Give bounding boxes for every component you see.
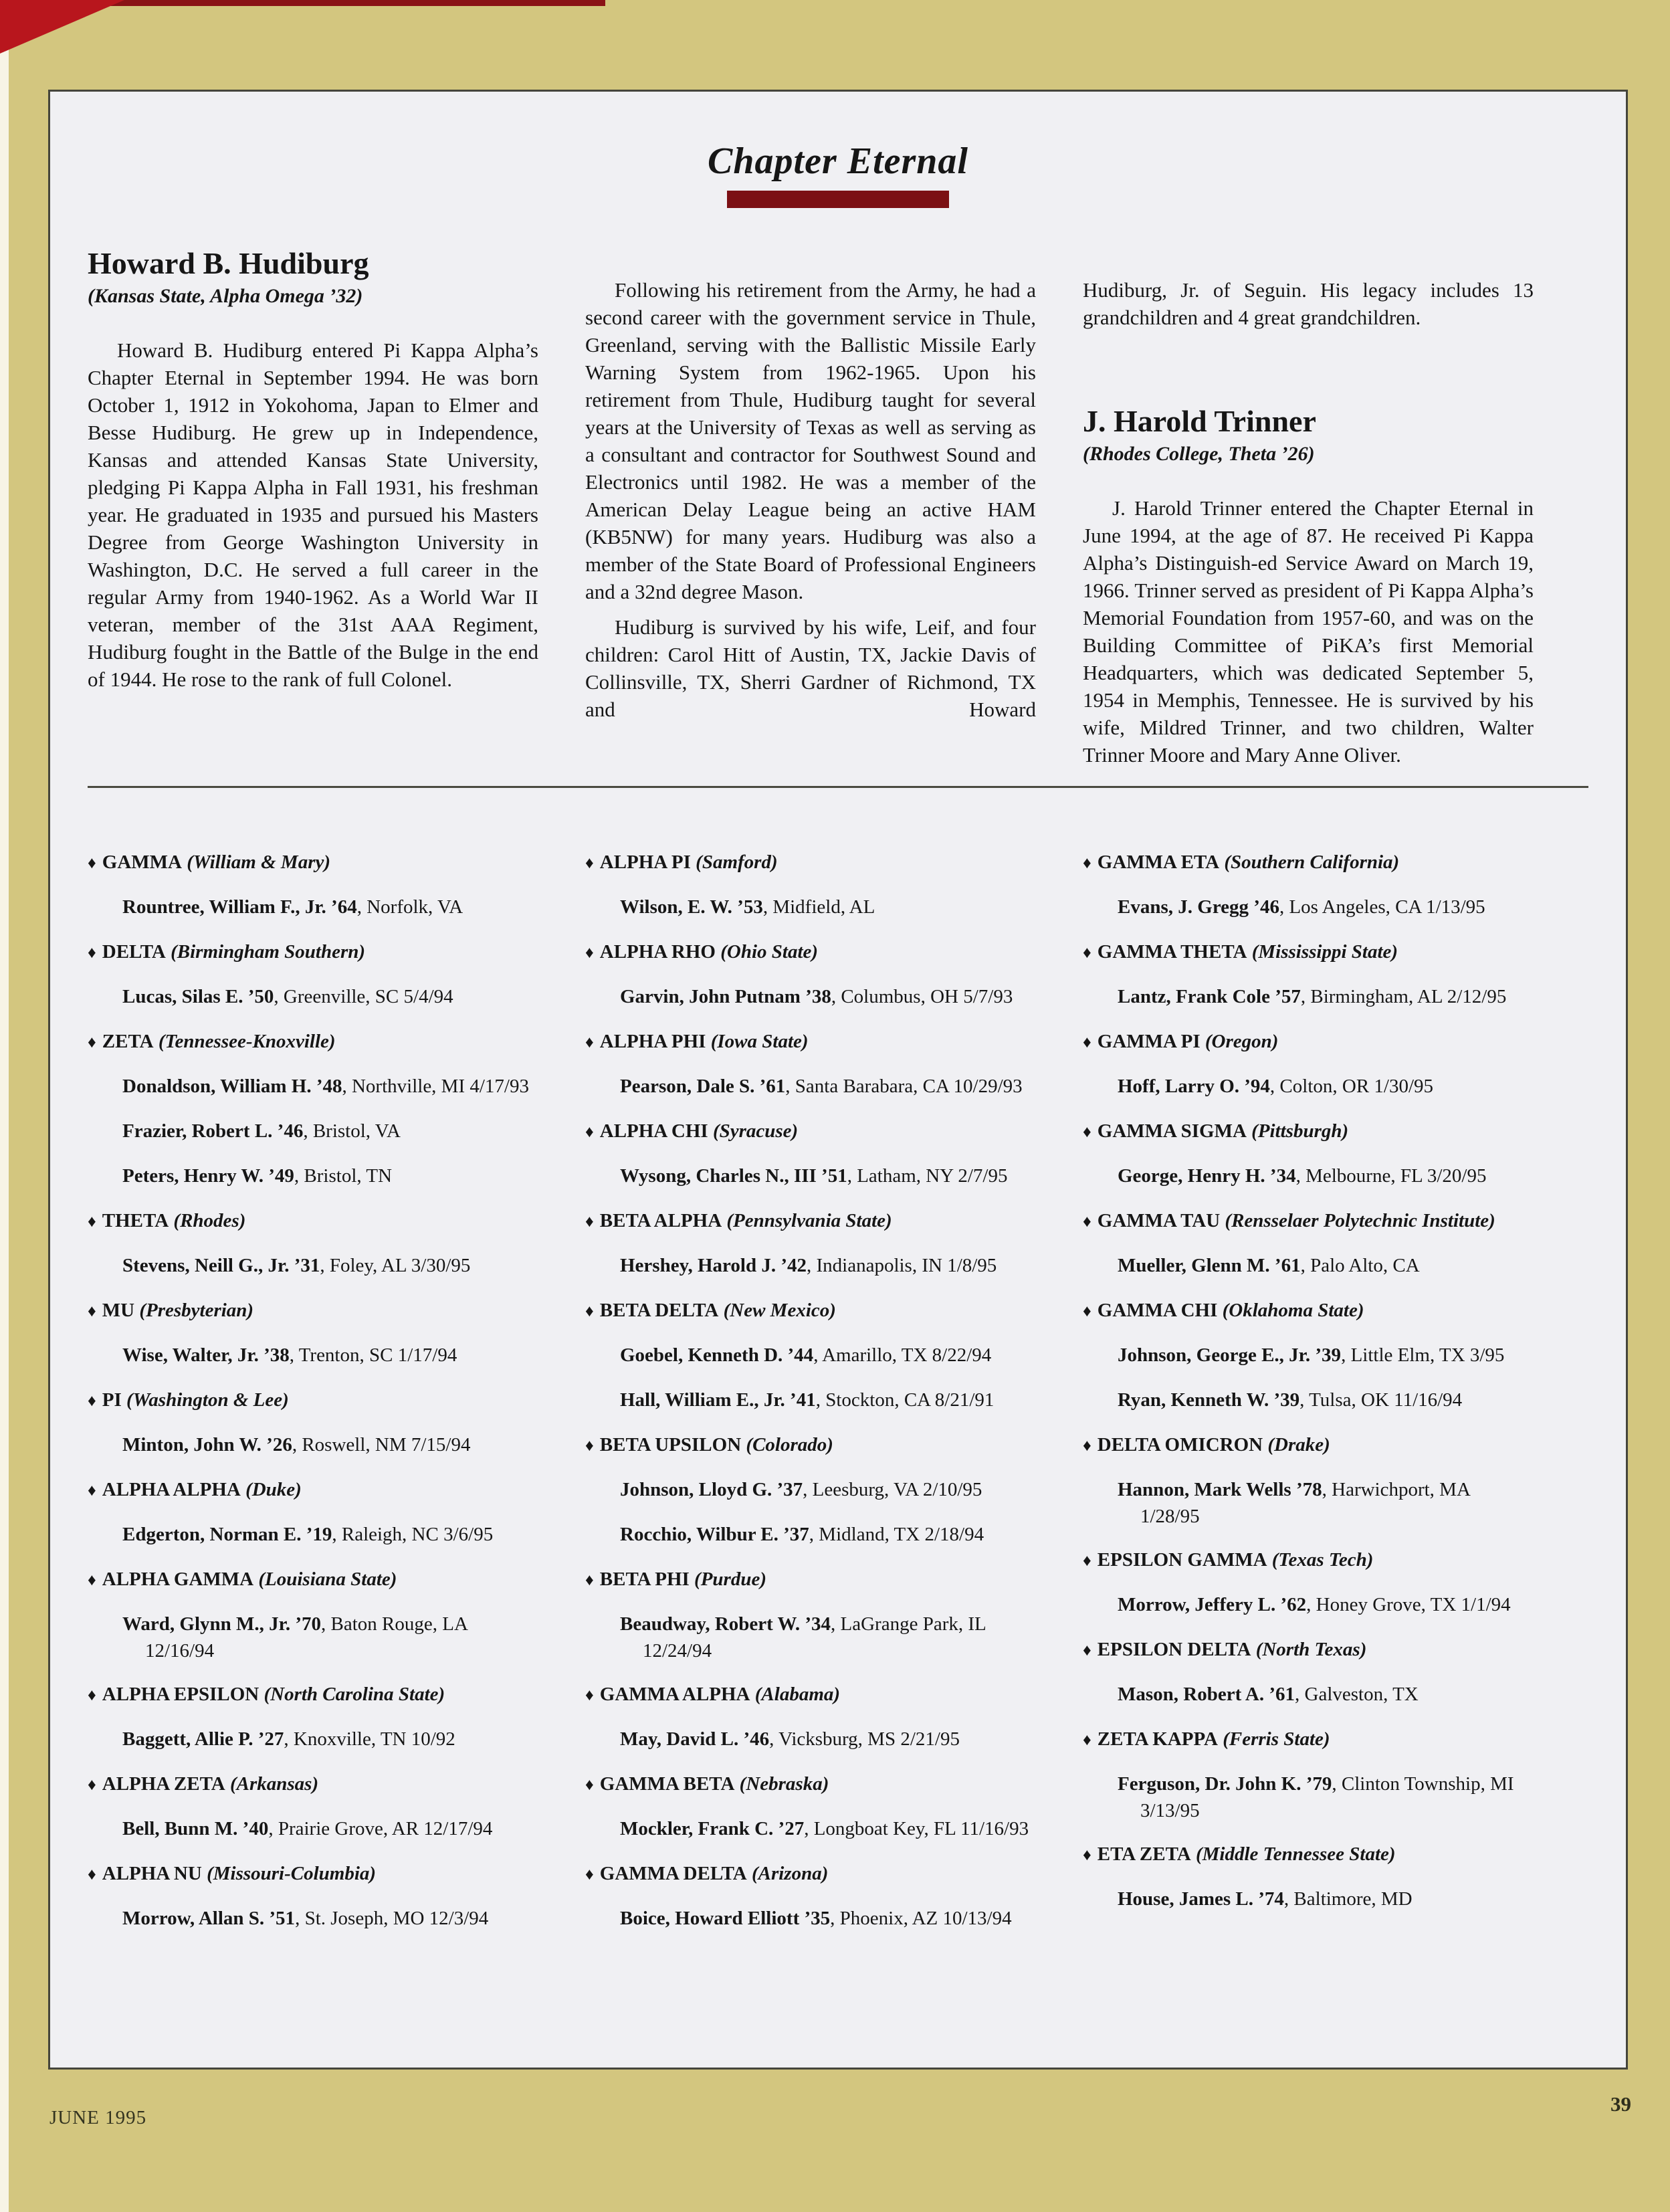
row-primary-text: EPSILON GAMMA: [1097, 1549, 1267, 1571]
row-secondary-text: , Latham, NY 2/7/95: [847, 1165, 1008, 1187]
row-secondary-text: , Stockton, CA 8/21/91: [815, 1389, 995, 1411]
row-primary-text: ALPHA ZETA: [102, 1773, 225, 1795]
obituary-column-3: [1083, 245, 1534, 769]
row-primary-text: Lantz, Frank Cole ’57: [1118, 986, 1301, 1007]
row-secondary-text: , Knoxville, TN 10/92: [284, 1728, 455, 1750]
memorial-row: [88, 1298, 538, 1324]
row-school-text: (Texas Tech): [1267, 1549, 1374, 1571]
row-primary-text: BETA ALPHA: [599, 1210, 722, 1231]
memorial-row: [88, 1342, 538, 1369]
memorial-row: [585, 1906, 1036, 1932]
diamond-bullet-icon: ♦: [1083, 1302, 1091, 1320]
row-school-text: (William & Mary): [181, 851, 331, 873]
row-school-text: (Duke): [240, 1479, 302, 1500]
diamond-bullet-icon: ♦: [585, 1686, 594, 1704]
diamond-bullet-icon: ♦: [1083, 944, 1091, 962]
row-secondary-text: , Birmingham, AL 2/12/95: [1300, 986, 1507, 1007]
row-primary-text: Morrow, Jeffery L. ’62: [1118, 1594, 1307, 1615]
row-primary-text: Mueller, Glenn M. ’61: [1118, 1255, 1301, 1276]
memorial-row: [585, 849, 1036, 876]
memorial-row: [1083, 1029, 1534, 1055]
memorial-row: [1083, 1726, 1534, 1753]
row-primary-text: ALPHA GAMMA: [102, 1569, 254, 1590]
memorial-row: [585, 1726, 1036, 1753]
row-primary-text: GAMMA CHI: [1097, 1300, 1218, 1321]
row-school-text: (Nebraska): [734, 1773, 829, 1795]
row-primary-text: ALPHA EPSILON: [102, 1684, 259, 1705]
row-primary-text: George, Henry H. ’34: [1118, 1165, 1296, 1187]
memorial-row: [1083, 1387, 1534, 1414]
row-primary-text: ALPHA CHI: [599, 1120, 708, 1142]
row-primary-text: Lucas, Silas E. ’50: [122, 986, 274, 1007]
diamond-bullet-icon: ♦: [88, 1213, 96, 1231]
diamond-bullet-icon: ♦: [585, 854, 594, 872]
row-primary-text: Ferguson, Dr. John K. ’79: [1118, 1773, 1332, 1795]
memorial-column-1: [88, 849, 538, 1950]
row-secondary-text: , Vicksburg, MS 2/21/95: [769, 1728, 960, 1750]
row-primary-text: Evans, J. Gregg ’46: [1118, 896, 1279, 918]
memorial-row: [585, 894, 1036, 921]
row-primary-text: Garvin, John Putnam ’38: [620, 986, 831, 1007]
memorial-row: [1083, 1547, 1534, 1574]
diamond-bullet-icon: ♦: [585, 944, 594, 962]
row-school-text: (Tennessee-Knoxville): [153, 1031, 336, 1052]
memorial-row: [88, 1816, 538, 1843]
row-primary-text: Pearson, Dale S. ’61: [620, 1076, 786, 1097]
diamond-bullet-icon: ♦: [585, 1033, 594, 1051]
row-school-text: (Oklahoma State): [1217, 1300, 1364, 1321]
row-primary-text: Mockler, Frank C. ’27: [620, 1818, 805, 1839]
memorial-row: [1083, 1298, 1534, 1324]
obituary-column-1: [88, 245, 538, 769]
row-primary-text: Frazier, Robert L. ’46: [122, 1120, 304, 1142]
memorial-row: [1083, 1118, 1534, 1145]
row-primary-text: ETA ZETA: [1097, 1843, 1191, 1865]
row-secondary-text: , Bristol, TN: [294, 1165, 393, 1187]
row-primary-text: ALPHA PI: [599, 851, 691, 873]
memorial-row: [88, 1163, 538, 1190]
memorial-row: [88, 1074, 538, 1100]
row-primary-text: Ward, Glynn M., Jr. ’70: [122, 1613, 322, 1635]
row-secondary-text: , Amarillo, TX 8/22/94: [813, 1344, 992, 1366]
obituary-paragraph: Howard B. Hudiburg entered Pi Kappa Alpha’s Chapter Eternal in September 1994. He was born October 1, 1912 in Yokohoma, Japan to Elmer and Besse Hudiburg. He grew up in Independence, Kansas and attended Kansas State University, pledging Pi Kappa Alpha in Fall 1931, his freshman year. He graduated in 1935 and pursued his Masters Degree from George Washington University in Washington, D.C. He served a full career in the regular Army from 1940-1962. As a World War II veteran, member of the 31st AAA Regiment, Hudiburg fought in the Battle of the Bulge in the end of 1944. He rose to the rank of full Colonel.: [88, 338, 538, 691]
memorial-row: [585, 1208, 1036, 1235]
row-primary-text: GAMMA ETA: [1097, 851, 1220, 873]
row-primary-text: MU: [102, 1300, 135, 1321]
row-primary-text: Bell, Bunn M. ’40: [122, 1818, 269, 1839]
row-primary-text: EPSILON DELTA: [1097, 1639, 1251, 1660]
memorial-row: [585, 1387, 1036, 1414]
row-school-text: (Ferris State): [1217, 1728, 1330, 1750]
memorial-row: [585, 1253, 1036, 1280]
row-secondary-text: , Baltimore, MD: [1283, 1888, 1413, 1910]
memorial-row: [585, 1771, 1036, 1798]
row-school-text: (Colorado): [741, 1434, 833, 1455]
row-primary-text: GAMMA BETA: [599, 1773, 735, 1795]
row-primary-text: Wysong, Charles N., III ’51: [620, 1165, 847, 1187]
row-secondary-text: , Tulsa, OK 11/16/94: [1299, 1389, 1463, 1411]
content-box: [48, 90, 1628, 2070]
row-secondary-text: , Little Elm, TX 3/95: [1341, 1344, 1505, 1366]
diamond-bullet-icon: ♦: [88, 854, 96, 872]
memorial-row: [1083, 1841, 1534, 1868]
row-secondary-text: , Indianapolis, IN 1/8/95: [806, 1255, 997, 1276]
red-corner-decoration: [0, 0, 124, 54]
row-school-text: (New Mexico): [718, 1300, 836, 1321]
section-divider: [88, 786, 1588, 788]
memorial-row: [585, 1861, 1036, 1888]
row-school-text: (Arkansas): [225, 1773, 319, 1795]
row-school-text: (Arizona): [746, 1863, 829, 1884]
obituary-affiliation-hudiburg: (Kansas State, Alpha Omega ’32): [88, 285, 363, 307]
row-school-text: (Birmingham Southern): [165, 941, 366, 963]
diamond-bullet-icon: ♦: [88, 1686, 96, 1704]
memorial-row: [88, 1771, 538, 1798]
row-school-text: (Presbyterian): [134, 1300, 254, 1321]
row-primary-text: Wise, Walter, Jr. ’38: [122, 1344, 290, 1366]
memorial-row: [88, 1477, 538, 1504]
row-primary-text: ALPHA RHO: [599, 941, 716, 963]
memorial-row: [1083, 984, 1534, 1011]
memorial-row: [1083, 1253, 1534, 1280]
row-secondary-text: , Baton Rouge, LA 12/16/94: [145, 1613, 467, 1662]
diamond-bullet-icon: ♦: [585, 1571, 594, 1589]
memorial-row: [585, 1816, 1036, 1843]
footer-page-number: 39: [1610, 2092, 1631, 2116]
diamond-bullet-icon: ♦: [585, 1213, 594, 1231]
page-edge-strip: [0, 0, 9, 2212]
diamond-bullet-icon: ♦: [1083, 1213, 1091, 1231]
diamond-bullet-icon: ♦: [1083, 1033, 1091, 1051]
obituary-paragraph-continuation: Hudiburg, Jr. of Seguin. His legacy includes 13 grandchildren and 4 great grandchildren.: [1083, 278, 1534, 329]
memorial-row: [1083, 1592, 1534, 1619]
row-secondary-text: , Northville, MI 4/17/93: [342, 1076, 529, 1097]
title-rule: [727, 191, 949, 208]
obituary-name-hudiburg: Howard B. Hudiburg: [88, 246, 369, 280]
memorial-row: [585, 1298, 1036, 1324]
memorial-row: [88, 1253, 538, 1280]
row-primary-text: ZETA KAPPA: [1097, 1728, 1218, 1750]
memorial-row: [585, 1611, 1036, 1664]
obituary-name-trinner: J. Harold Trinner: [1083, 404, 1316, 438]
row-school-text: (Washington & Lee): [121, 1389, 289, 1411]
row-school-text: (Mississippi State): [1247, 941, 1398, 963]
row-secondary-text: , Bristol, VA: [303, 1120, 401, 1142]
memorial-row: [1083, 1163, 1534, 1190]
row-primary-text: BETA DELTA: [599, 1300, 719, 1321]
row-school-text: (Alabama): [750, 1684, 841, 1705]
memorial-row: [1083, 1432, 1534, 1459]
memorial-row: [585, 1567, 1036, 1593]
row-secondary-text: , Phoenix, AZ 10/13/94: [830, 1908, 1012, 1929]
row-primary-text: GAMMA THETA: [1097, 941, 1247, 963]
row-primary-text: House, James L. ’74: [1118, 1888, 1284, 1910]
row-primary-text: Edgerton, Norman E. ’19: [122, 1524, 332, 1545]
row-school-text: (Iowa State): [706, 1031, 809, 1052]
obituary-affiliation-trinner: (Rhodes College, Theta ’26): [1083, 443, 1315, 465]
diamond-bullet-icon: ♦: [1083, 854, 1091, 872]
row-primary-text: Rountree, William F., Jr. ’64: [122, 896, 357, 918]
diamond-bullet-icon: ♦: [88, 1482, 96, 1500]
row-school-text: (North Carolina State): [259, 1684, 445, 1705]
memorial-column-2: [585, 849, 1036, 1950]
memorial-row: [88, 1029, 538, 1055]
memorial-list-section: [88, 849, 1588, 1950]
diamond-bullet-icon: ♦: [585, 1123, 594, 1141]
memorial-row: [585, 1118, 1036, 1145]
row-primary-text: GAMMA SIGMA: [1097, 1120, 1247, 1142]
row-school-text: (North Texas): [1251, 1639, 1367, 1660]
memorial-row: [88, 939, 538, 966]
memorial-row: [585, 1432, 1036, 1459]
row-secondary-text: , Santa Barabara, CA 10/29/93: [785, 1076, 1023, 1097]
row-primary-text: Ryan, Kenneth W. ’39: [1118, 1389, 1300, 1411]
row-primary-text: Hall, William E., Jr. ’41: [620, 1389, 816, 1411]
row-primary-text: Stevens, Neill G., Jr. ’31: [122, 1255, 320, 1276]
diamond-bullet-icon: ♦: [585, 1302, 594, 1320]
diamond-bullet-icon: ♦: [88, 1302, 96, 1320]
diamond-bullet-icon: ♦: [88, 1392, 96, 1410]
memorial-row: [88, 1567, 538, 1593]
memorial-row: [1083, 1886, 1534, 1913]
diamond-bullet-icon: ♦: [585, 1866, 594, 1884]
row-primary-text: Beaudway, Robert W. ’34: [620, 1613, 831, 1635]
memorial-row: [585, 1074, 1036, 1100]
row-secondary-text: , Prairie Grove, AR 12/17/94: [268, 1818, 493, 1839]
memorial-row: [1083, 939, 1534, 966]
memorial-row: [88, 1906, 538, 1932]
row-primary-text: GAMMA PI: [1097, 1031, 1201, 1052]
row-secondary-text: , Raleigh, NC 3/6/95: [332, 1524, 494, 1545]
row-secondary-text: , Palo Alto, CA: [1300, 1255, 1420, 1276]
row-secondary-text: , Greenville, SC 5/4/94: [274, 986, 453, 1007]
obituaries-section: [88, 245, 1588, 769]
row-primary-text: Wilson, E. W. ’53: [620, 896, 763, 918]
memorial-row: [1083, 1771, 1534, 1823]
row-secondary-text: , Honey Grove, TX 1/1/94: [1306, 1594, 1511, 1615]
row-school-text: (Middle Tennessee State): [1190, 1843, 1396, 1865]
memorial-row: [585, 939, 1036, 966]
row-school-text: (Louisiana State): [253, 1569, 397, 1590]
diamond-bullet-icon: ♦: [88, 1033, 96, 1051]
memorial-row: [1083, 849, 1534, 876]
row-primary-text: Rocchio, Wilbur E. ’37: [620, 1524, 809, 1545]
row-primary-text: ALPHA ALPHA: [102, 1479, 241, 1500]
row-school-text: (Rensselaer Polytechnic Institute): [1220, 1210, 1495, 1231]
memorial-row: [88, 1432, 538, 1459]
row-primary-text: Morrow, Allan S. ’51: [122, 1908, 296, 1929]
obituary-column-2: [585, 245, 1036, 769]
memorial-row: [585, 1522, 1036, 1548]
memorial-row: [88, 1522, 538, 1548]
row-school-text: (Ohio State): [715, 941, 819, 963]
memorial-row: [88, 1611, 538, 1664]
diamond-bullet-icon: ♦: [1083, 1846, 1091, 1864]
row-primary-text: Johnson, Lloyd G. ’37: [620, 1479, 803, 1500]
row-primary-text: ALPHA PHI: [599, 1031, 706, 1052]
row-secondary-text: , Midland, TX 2/18/94: [809, 1524, 984, 1545]
row-secondary-text: , Columbus, OH 5/7/93: [831, 986, 1013, 1007]
row-secondary-text: , LaGrange Park, IL 12/24/94: [643, 1613, 986, 1662]
memorial-row: [1083, 1682, 1534, 1708]
memorial-row: [585, 1163, 1036, 1190]
row-primary-text: Donaldson, William H. ’48: [122, 1076, 342, 1097]
row-primary-text: GAMMA DELTA: [599, 1863, 747, 1884]
memorial-row: [88, 1387, 538, 1414]
obituary-paragraph: Following his retirement from the Army, he had a second career with the government service in Thule, Greenland, serving with the Ballistic Missile Early Warning System from 1962-1965. Upon his retirement from Thule, Hudiburg taught for several years at the University of Texas as well as serving as a consultant and contractor for Southwest Sound and Electronics until 1982. He was a member of the American Delay League being an active HAM (KB5NW) for many years. Hudiburg was also a member of the State Board of Professional Engineers and a 32nd degree Mason.: [585, 278, 1036, 603]
diamond-bullet-icon: ♦: [88, 944, 96, 962]
row-primary-text: Peters, Henry W. ’49: [122, 1165, 294, 1187]
row-secondary-text: , Longboat Key, FL 11/16/93: [804, 1818, 1029, 1839]
memorial-column-3: [1083, 849, 1534, 1950]
diamond-bullet-icon: ♦: [585, 1437, 594, 1455]
memorial-row: [88, 1118, 538, 1145]
row-school-text: (Rhodes): [169, 1210, 246, 1231]
row-primary-text: DELTA: [102, 941, 166, 963]
row-primary-text: Minton, John W. ’26: [122, 1434, 292, 1455]
memorial-row: [1083, 1074, 1534, 1100]
row-primary-text: BETA PHI: [599, 1569, 690, 1590]
row-primary-text: DELTA OMICRON: [1097, 1434, 1263, 1455]
memorial-row: [585, 1342, 1036, 1369]
memorial-row: [1083, 894, 1534, 921]
memorial-row: [1083, 1637, 1534, 1664]
row-school-text: (Southern California): [1219, 851, 1400, 873]
diamond-bullet-icon: ♦: [1083, 1123, 1091, 1141]
row-secondary-text: , Norfolk, VA: [356, 896, 463, 918]
memorial-row: [1083, 1477, 1534, 1529]
memorial-row: [585, 1682, 1036, 1708]
row-secondary-text: , Melbourne, FL 3/20/95: [1295, 1165, 1487, 1187]
memorial-row: [88, 894, 538, 921]
diamond-bullet-icon: ♦: [1083, 1437, 1091, 1455]
row-secondary-text: , Trenton, SC 1/17/94: [289, 1344, 457, 1366]
row-secondary-text: , Harwichport, MA 1/28/95: [1140, 1479, 1470, 1527]
diamond-bullet-icon: ♦: [585, 1776, 594, 1794]
row-secondary-text: , Galveston, TX: [1295, 1684, 1419, 1705]
row-primary-text: Boice, Howard Elliott ’35: [620, 1908, 831, 1929]
row-primary-text: THETA: [102, 1210, 169, 1231]
row-school-text: (Syracuse): [708, 1120, 799, 1142]
row-primary-text: Hoff, Larry O. ’94: [1118, 1076, 1270, 1097]
row-secondary-text: , Clinton Township, MI 3/13/95: [1140, 1773, 1514, 1821]
row-secondary-text: , Roswell, NM 7/15/94: [292, 1434, 471, 1455]
memorial-row: [88, 1208, 538, 1235]
footer-issue-date: JUNE 1995: [49, 2107, 147, 2128]
obituary-paragraph: J. Harold Trinner entered the Chapter Eternal in June 1994, at the age of 87. He received Pi Kappa Alpha’s Distinguish-ed Service Award on March 19, 1966. Trinner served as president of Pi Kappa Alpha’s Memorial Foundation from 1957-60, and was on the Building Committee of PiKA’s first Memorial Headquarters, which was dedicated September 5, 1954 in Memphis, Tennessee. He is survived by his wife, Mildred Trinner, and two children, Walter Trinner Moore and Mary Anne Oliver.: [1083, 496, 1534, 767]
memorial-row: [1083, 1342, 1534, 1369]
row-school-text: (Pittsburgh): [1246, 1120, 1349, 1142]
row-secondary-text: , Midfield, AL: [762, 896, 875, 918]
row-secondary-text: , St. Joseph, MO 12/3/94: [295, 1908, 489, 1929]
row-secondary-text: , Foley, AL 3/30/95: [320, 1255, 471, 1276]
row-primary-text: GAMMA ALPHA: [599, 1684, 750, 1705]
row-school-text: (Drake): [1263, 1434, 1330, 1455]
row-school-text: (Missouri-Columbia): [201, 1863, 377, 1884]
row-school-text: (Oregon): [1200, 1031, 1279, 1052]
row-primary-text: May, David L. ’46: [620, 1728, 770, 1750]
diamond-bullet-icon: ♦: [88, 1776, 96, 1794]
row-secondary-text: , Colton, OR 1/30/95: [1269, 1076, 1434, 1097]
row-primary-text: Hershey, Harold J. ’42: [620, 1255, 807, 1276]
memorial-row: [1083, 1208, 1534, 1235]
diamond-bullet-icon: ♦: [1083, 1731, 1091, 1749]
row-school-text: (Pennsylvania State): [722, 1210, 892, 1231]
memorial-row: [585, 1477, 1036, 1504]
page-title: Chapter Eternal: [708, 140, 968, 182]
row-primary-text: Baggett, Allie P. ’27: [122, 1728, 284, 1750]
memorial-row: [88, 1861, 538, 1888]
row-primary-text: Mason, Robert A. ’61: [1118, 1684, 1295, 1705]
row-primary-text: GAMMA: [102, 851, 182, 873]
diamond-bullet-icon: ♦: [88, 1866, 96, 1884]
row-primary-text: ZETA: [102, 1031, 154, 1052]
row-secondary-text: , Los Angeles, CA 1/13/95: [1279, 896, 1485, 918]
row-primary-text: BETA UPSILON: [599, 1434, 742, 1455]
memorial-row: [585, 1029, 1036, 1055]
row-primary-text: ALPHA NU: [102, 1863, 202, 1884]
page-header: [88, 141, 1588, 208]
row-primary-text: Johnson, George E., Jr. ’39: [1118, 1344, 1342, 1366]
memorial-row: [585, 984, 1036, 1011]
row-primary-text: Hannon, Mark Wells ’78: [1118, 1479, 1322, 1500]
row-school-text: (Samford): [690, 851, 778, 873]
memorial-row: [88, 849, 538, 876]
row-primary-text: PI: [102, 1389, 122, 1411]
memorial-row: [88, 1726, 538, 1753]
diamond-bullet-icon: ♦: [1083, 1552, 1091, 1570]
row-primary-text: GAMMA TAU: [1097, 1210, 1221, 1231]
diamond-bullet-icon: ♦: [88, 1571, 96, 1589]
row-school-text: (Purdue): [689, 1569, 766, 1590]
memorial-row: [88, 1682, 538, 1708]
row-primary-text: Goebel, Kenneth D. ’44: [620, 1344, 814, 1366]
diamond-bullet-icon: ♦: [1083, 1641, 1091, 1660]
memorial-row: [88, 984, 538, 1011]
obituary-paragraph: Hudiburg is survived by his wife, Leif, and four children: Carol Hitt of Austin, TX, Jackie Davis of Collinsville, TX, Sherri Gardner of Richmond, TX and Howard: [585, 615, 1036, 721]
row-secondary-text: , Leesburg, VA 2/10/95: [803, 1479, 982, 1500]
